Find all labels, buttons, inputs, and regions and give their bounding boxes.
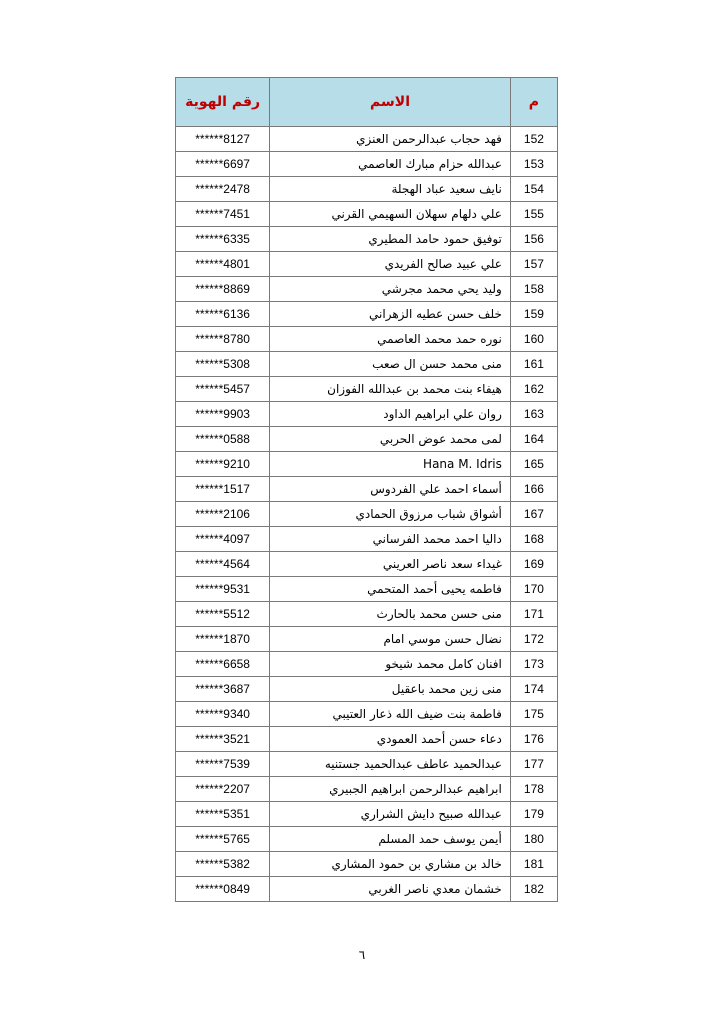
table-row xyxy=(176,252,558,277)
name-cell: خشمان معدي ناصر الغربي xyxy=(270,877,511,902)
id-number-cell: ******9531 xyxy=(176,577,270,602)
table-row xyxy=(176,802,558,827)
id-number-cell: ******9210 xyxy=(176,452,270,477)
id-number-cell: ******5351 xyxy=(176,802,270,827)
header-serial-number: م xyxy=(510,78,557,127)
serial-number-cell: 179 xyxy=(510,802,557,827)
table-row xyxy=(176,152,558,177)
serial-number-cell: 182 xyxy=(510,877,557,902)
id-number-cell: ******6335 xyxy=(176,227,270,252)
id-number-cell: ******6658 xyxy=(176,652,270,677)
serial-number-cell: 162 xyxy=(510,377,557,402)
name-cell: منى محمد حسن ال صعب xyxy=(270,352,511,377)
id-number-cell: ******5765 xyxy=(176,827,270,852)
serial-number-cell: 164 xyxy=(510,427,557,452)
name-cell: عبدالحميد عاطف عبدالحميد جستنيه xyxy=(270,752,511,777)
name-cell: نايف سعيد عباد الهجلة xyxy=(270,177,511,202)
id-number-cell: ******2106 xyxy=(176,502,270,527)
table-row xyxy=(176,527,558,552)
name-cell: لمى محمد عوض الحربي xyxy=(270,427,511,452)
id-number-cell: ******5512 xyxy=(176,602,270,627)
id-number-cell: ******9340 xyxy=(176,702,270,727)
header-id-number: رقم الهوية xyxy=(176,78,270,127)
serial-number-cell: 153 xyxy=(510,152,557,177)
table-row xyxy=(176,402,558,427)
id-number-cell: ******3687 xyxy=(176,677,270,702)
serial-number-cell: 152 xyxy=(510,127,557,152)
table-header-row xyxy=(176,78,558,127)
name-cell: فاطمه يحيى أحمد المتحمي xyxy=(270,577,511,602)
serial-number-cell: 167 xyxy=(510,502,557,527)
id-number-cell: ******1517 xyxy=(176,477,270,502)
serial-number-cell: 154 xyxy=(510,177,557,202)
table-row xyxy=(176,302,558,327)
name-cell: دعاء حسن أحمد العمودي xyxy=(270,727,511,752)
serial-number-cell: 170 xyxy=(510,577,557,602)
id-number-cell: ******2207 xyxy=(176,777,270,802)
table-row xyxy=(176,177,558,202)
names-table xyxy=(175,77,558,902)
name-cell: داليا احمد محمد الفرساني xyxy=(270,527,511,552)
name-cell: روان علي ابراهيم الداود xyxy=(270,402,511,427)
serial-number-cell: 155 xyxy=(510,202,557,227)
table-row xyxy=(176,627,558,652)
serial-number-cell: 166 xyxy=(510,477,557,502)
table-row xyxy=(176,827,558,852)
table-row xyxy=(176,777,558,802)
name-cell: هيفاء بنت محمد بن عبدالله الفوزان xyxy=(270,377,511,402)
table-row xyxy=(176,752,558,777)
name-cell: خالد بن مشاري بن حمود المشاري xyxy=(270,852,511,877)
name-cell: افنان كامل محمد شيخو xyxy=(270,652,511,677)
id-number-cell: ******8780 xyxy=(176,327,270,352)
name-cell: أيمن يوسف حمد المسلم xyxy=(270,827,511,852)
serial-number-cell: 175 xyxy=(510,702,557,727)
table-row xyxy=(176,652,558,677)
serial-number-cell: 159 xyxy=(510,302,557,327)
id-number-cell: ******6136 xyxy=(176,302,270,327)
header-name: الاسم xyxy=(270,78,511,127)
name-cell: وليد يحي محمد مجرشي xyxy=(270,277,511,302)
name-cell: أسماء احمد علي الفردوس xyxy=(270,477,511,502)
table-row xyxy=(176,227,558,252)
id-number-cell: ******4097 xyxy=(176,527,270,552)
id-number-cell: ******0849 xyxy=(176,877,270,902)
serial-number-cell: 156 xyxy=(510,227,557,252)
id-number-cell: ******7539 xyxy=(176,752,270,777)
name-cell: نوره حمد محمد العاصمي xyxy=(270,327,511,352)
serial-number-cell: 172 xyxy=(510,627,557,652)
serial-number-cell: 181 xyxy=(510,852,557,877)
name-cell: توفيق حمود حامد المطيري xyxy=(270,227,511,252)
table-row xyxy=(176,127,558,152)
serial-number-cell: 173 xyxy=(510,652,557,677)
id-number-cell: ******3521 xyxy=(176,727,270,752)
serial-number-cell: 174 xyxy=(510,677,557,702)
name-cell: علي دلهام سهلان السهيمي القرني xyxy=(270,202,511,227)
table-row xyxy=(176,602,558,627)
name-cell: عبدالله حزام مبارك العاصمي xyxy=(270,152,511,177)
table-row xyxy=(176,702,558,727)
name-cell: خلف حسن عطيه الزهراني xyxy=(270,302,511,327)
table-row xyxy=(176,427,558,452)
serial-number-cell: 163 xyxy=(510,402,557,427)
id-number-cell: ******4801 xyxy=(176,252,270,277)
serial-number-cell: 180 xyxy=(510,827,557,852)
id-number-cell: ******1870 xyxy=(176,627,270,652)
table-row xyxy=(176,552,558,577)
table-row xyxy=(176,452,558,477)
id-number-cell: ******7451 xyxy=(176,202,270,227)
id-number-cell: ******0588 xyxy=(176,427,270,452)
id-number-cell: ******5308 xyxy=(176,352,270,377)
id-number-cell: ******2478 xyxy=(176,177,270,202)
name-cell: Hana M. Idris xyxy=(270,452,511,477)
table-row xyxy=(176,727,558,752)
id-number-cell: ******8869 xyxy=(176,277,270,302)
page-number: ٦ xyxy=(358,948,366,962)
name-cell: غيداء سعد ناصر العريني xyxy=(270,552,511,577)
id-number-cell: ******8127 xyxy=(176,127,270,152)
table-row xyxy=(176,352,558,377)
serial-number-cell: 169 xyxy=(510,552,557,577)
name-cell: فهد حجاب عبدالرحمن العنزي xyxy=(270,127,511,152)
name-cell: أشواق شباب مرزوق الحمادي xyxy=(270,502,511,527)
serial-number-cell: 158 xyxy=(510,277,557,302)
serial-number-cell: 171 xyxy=(510,602,557,627)
serial-number-cell: 177 xyxy=(510,752,557,777)
serial-number-cell: 168 xyxy=(510,527,557,552)
serial-number-cell: 157 xyxy=(510,252,557,277)
table-body xyxy=(176,127,558,902)
id-number-cell: ******6697 xyxy=(176,152,270,177)
table-row xyxy=(176,852,558,877)
table-row xyxy=(176,577,558,602)
table-row xyxy=(176,277,558,302)
table-row xyxy=(176,327,558,352)
name-cell: علي عبيد صالح الفريدي xyxy=(270,252,511,277)
name-cell: عبدالله صبيح دايش الشراري xyxy=(270,802,511,827)
table-row xyxy=(176,477,558,502)
id-number-cell: ******9903 xyxy=(176,402,270,427)
table-row xyxy=(176,377,558,402)
name-cell: منى زين محمد باعقيل xyxy=(270,677,511,702)
serial-number-cell: 160 xyxy=(510,327,557,352)
id-number-cell: ******4564 xyxy=(176,552,270,577)
name-cell: فاطمة بنت ضيف الله ذعار العتيبي xyxy=(270,702,511,727)
table-row xyxy=(176,202,558,227)
serial-number-cell: 178 xyxy=(510,777,557,802)
serial-number-cell: 176 xyxy=(510,727,557,752)
name-cell: ابراهيم عبدالرحمن ابراهيم الجبيري xyxy=(270,777,511,802)
serial-number-cell: 165 xyxy=(510,452,557,477)
table-row xyxy=(176,677,558,702)
table-row xyxy=(176,502,558,527)
id-number-cell: ******5457 xyxy=(176,377,270,402)
name-cell: نضال حسن موسي امام xyxy=(270,627,511,652)
id-number-cell: ******5382 xyxy=(176,852,270,877)
table-row xyxy=(176,877,558,902)
name-cell: منى حسن محمد بالحارث xyxy=(270,602,511,627)
serial-number-cell: 161 xyxy=(510,352,557,377)
